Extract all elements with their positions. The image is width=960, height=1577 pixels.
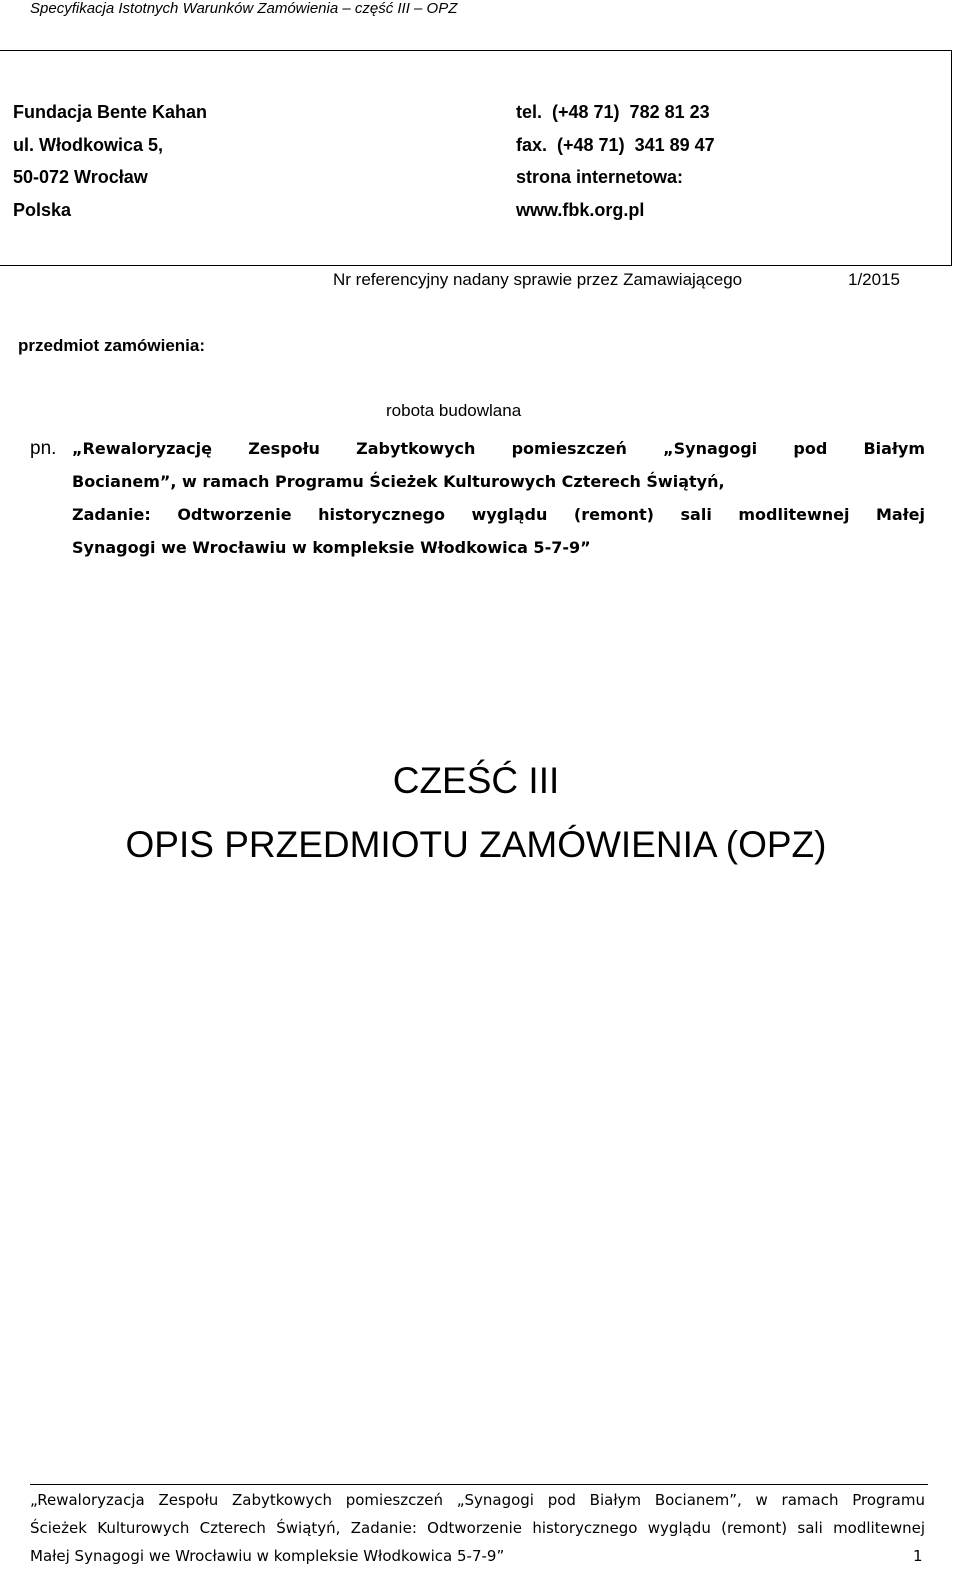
page-number: 1 [913, 1547, 923, 1565]
subject-type: robota budowlana [386, 401, 522, 420]
subject-line: „Rewaloryzację Zespołu Zabytkowych pomieszczeń „Synagogi pod Białym [72, 439, 925, 458]
contact-tel: tel. (+48 71) 782 81 23 [516, 102, 710, 122]
contact-website: www.fbk.org.pl [516, 199, 645, 220]
running-header: Specyfikacja Istotnych Warunków Zamówienia – część III – OPZ [30, 0, 458, 17]
subject-prefix: pn. [30, 438, 57, 459]
organization-city: 50-072 Wrocław [13, 167, 148, 187]
subject-line: Bocianem”, w ramach Programu Ścieżek Kulturowych Czterech Świątyń, [72, 472, 725, 491]
footer-line: „Rewaloryzacja Zespołu Zabytkowych pomieszczeń „Synagogi pod Białym Bocianem”, w ramach Programu [30, 1491, 925, 1509]
organization-name: Fundacja Bente Kahan [13, 102, 208, 122]
organization-street: ul. Włodkowica 5, [13, 134, 164, 155]
contact-fax: fax. (+48 71) 341 89 47 [516, 134, 715, 155]
subject-line: Synagogi we Wrocławiu w kompleksie Włodkowica 5-7-9” [72, 538, 591, 557]
reference-number: 1/2015 [848, 270, 900, 289]
document-title: OPIS PRZEDMIOTU ZAMÓWIENIA (OPZ) [125, 824, 827, 865]
contact-website-label: strona internetowa: [516, 167, 684, 187]
footer-rule [30, 1484, 928, 1485]
contact-block [516, 96, 715, 226]
organization-country: Polska [13, 199, 72, 220]
subject-label: przedmiot zamówienia: [18, 336, 206, 355]
footer-line: Małej Synagogi we Wrocławiu w kompleksie Włodkowica 5-7-9” [30, 1547, 505, 1565]
subject-description [72, 432, 925, 564]
footer-line: Ścieżek Kulturowych Czterech Świątyń, Zadanie: Odtworzenie historycznego wyglądu (remont) sali modlitewnej [30, 1519, 925, 1537]
reference-label: Nr referencyjny nadany sprawie przez Zamawiającego [333, 270, 743, 289]
footer [30, 1486, 925, 1570]
subject-line: Zadanie: Odtworzenie historycznego wyglądu (remont) sali modlitewnej Małej [72, 505, 925, 524]
organization-address [13, 96, 207, 226]
part-title: CZEŚĆ III [392, 760, 560, 801]
